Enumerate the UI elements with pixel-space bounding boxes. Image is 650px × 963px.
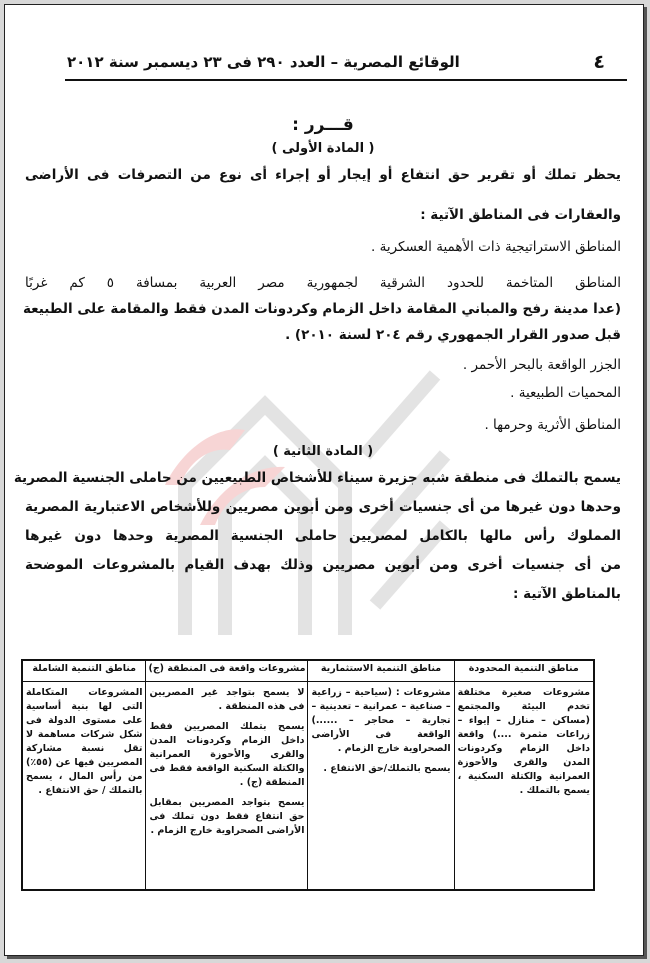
cell-limited-development <box>454 682 594 891</box>
header-zone-c-projects: مشروعات واقعة فى المنطقة (ج) <box>146 660 308 682</box>
cell-text: يسمح بتملك المصريين فقط داخل الزمام وكردونات المدن والقرى والأحوزة العمرانية والكتلة السكنية الواقعة فقط فى المنطقة (ج) . <box>149 721 305 788</box>
article-2-line-3: المملوك رأس مالها بالكامل لمصريين حاملى الجنسية المصرية وحدها دون غيرها <box>25 528 621 544</box>
prohibited-area-exception-line-2: قبل صدور القرار الجمهوري رقم ٢٠٤ لسنة ٢٠١٠) . <box>285 327 621 343</box>
prohibited-area-red-sea-islands: الجزر الواقعة بالبحر الأحمر . <box>462 357 621 373</box>
cell-text: المشروعات المتكاملة التى لها بنية أساسية على مستوى الدولة فى شكل شركات مساهمة لا تقل نسبة مشاركة المصريين فيها عن (٥٥٪) من رأس المال ، يسمح بالتملك / حق الانتفاع . <box>26 687 143 796</box>
development-zones-table <box>21 659 595 891</box>
cell-text: مشروعات : (سياحية – زراعية – صناعية – عمرانية – تعدينية – تجارية – محاجر – ......) الواقعة فى الأراضى الصحراوية خارج الزمام . <box>311 687 451 754</box>
prohibited-area-exception-line-1: (عدا مدينة رفح والمباني المقامة داخل الزمام وكردونات المدن فقط والمقامة على الطبيعة <box>22 301 621 317</box>
gazette-issue-title: الوقائع المصرية – العدد ٢٩٠ فى ٢٣ ديسمبر سنة ٢٠١٢ <box>67 53 460 71</box>
article-2-line-5: بالمناطق الآتية : <box>513 586 621 602</box>
cell-text: يسمح بالتملك/حق الانتفاع . <box>323 763 451 774</box>
cell-text: يسمح بتواجد المصريين بمقابل حق انتفاع فقط دون تملك فى الأراضى الصحراوية خارج الزمام . <box>149 797 305 836</box>
cell-comprehensive-development <box>22 682 146 891</box>
header-comprehensive-development: مناطق التنمية الشاملة <box>22 660 146 682</box>
cell-text: لا يسمح بتواجد غير المصريين فى هذه المنطقة . <box>149 687 305 712</box>
article-2-line-2: وحدها دون غيرها من أى جنسيات أخرى ومن أبوين مصريين وللأشخاص الاعتبارية المصرية <box>25 499 621 515</box>
table-row <box>22 682 594 891</box>
decision-title: قـــرر : <box>292 115 354 135</box>
decree-content <box>13 115 621 614</box>
article-1-intro-line-2: والعقارات فى المناطق الآتية : <box>420 207 621 223</box>
header-limited-development: مناطق التنمية المحدودة <box>454 660 594 682</box>
page-header <box>65 51 627 81</box>
cell-text: مشروعات صغيرة مختلفة تخدم البيئة والمجتمع (مساكن – منازل – إيواء – زراعات مثمرة ....) واقعة داخل الزمام وكردونات المدن والقرى والأحوزة العمرانية والكتلة السكنية ، يسمح بالتملك . <box>457 687 590 796</box>
prohibited-area-military: المناطق الاستراتيجية ذات الأهمية العسكرية . <box>371 239 621 255</box>
article-1-intro-line-1: يحظر تملك أو تقرير حق انتفاع أو إيجار أو إجراء أى نوع من التصرفات فى الأراضى <box>25 167 621 183</box>
article-2-heading: ( المادة الثانية ) <box>272 444 374 459</box>
article-2-line-1: يسمح بالتملك فى منطقة شبه جزيرة سيناء للأشخاص الطبيعيين من حاملى الجنسية المصرية <box>13 470 621 486</box>
article-2-line-4: من أى جنسيات أخرى ومن أبوين مصريين وذلك بهدف القيام بالمشروعات الموضحة <box>25 557 621 573</box>
article-1-heading: ( المادة الأولى ) <box>271 141 375 156</box>
gazette-page <box>4 4 644 956</box>
header-investment-development: مناطق التنمية الاستثمارية <box>308 660 454 682</box>
cell-zone-c-projects <box>146 682 308 891</box>
table-header-row <box>22 660 594 682</box>
page-number: ٤ <box>593 51 605 73</box>
prohibited-area-eastern-border: المناطق المتاخمة للحدود الشرقية لجمهورية مصر العربية بمسافة ٥ كم غربًا <box>25 275 621 291</box>
prohibited-area-archaeological: المناطق الأثرية وحرمها . <box>484 417 621 433</box>
prohibited-area-nature-reserves: المحميات الطبيعية . <box>510 385 621 401</box>
cell-investment-development <box>308 682 454 891</box>
